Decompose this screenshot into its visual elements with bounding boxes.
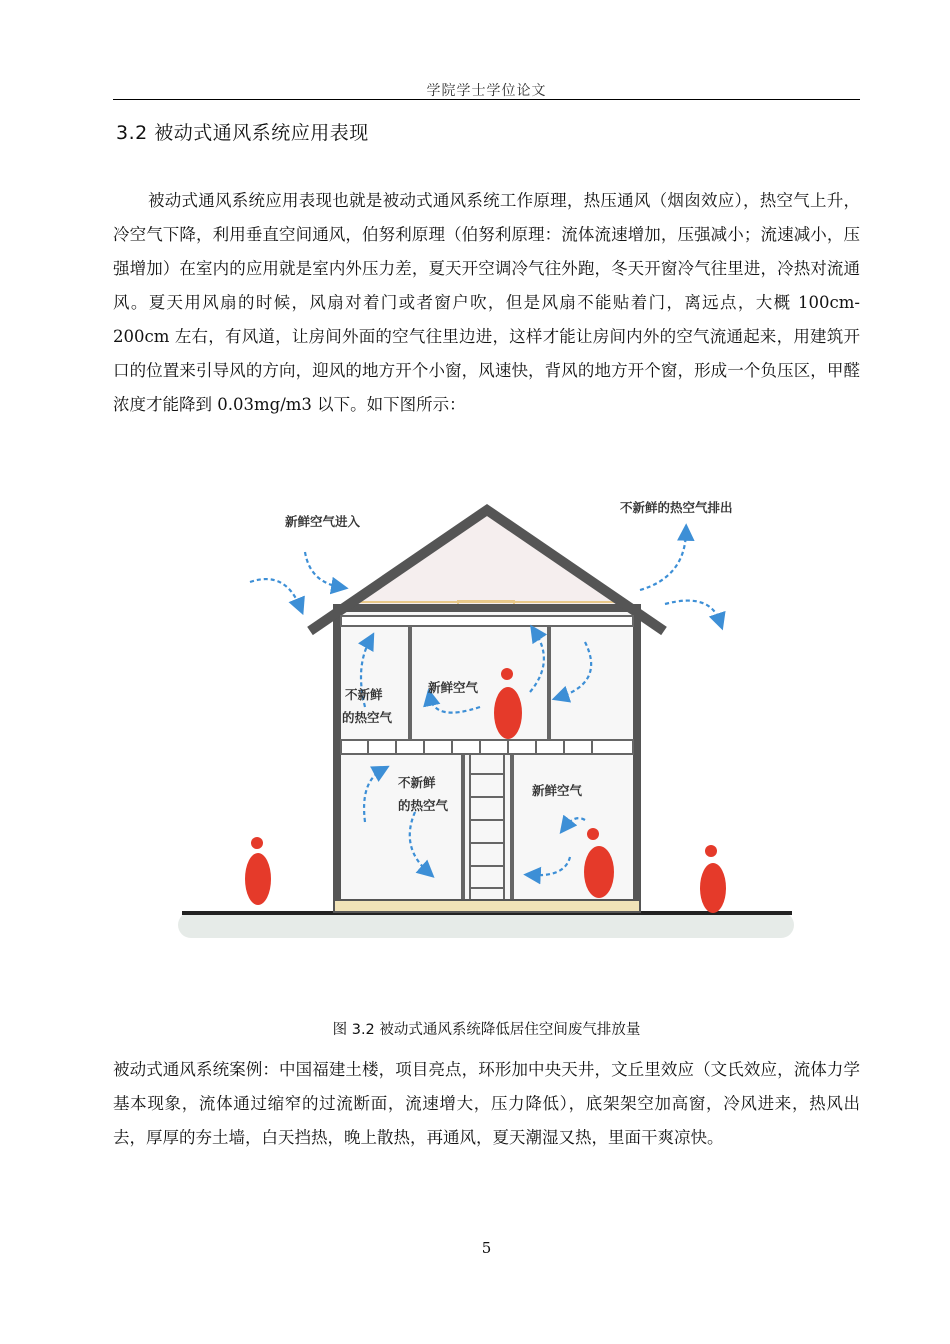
label-upper-left-2: 的热空气 <box>342 710 393 725</box>
arrow-stale-out-2 <box>665 601 720 622</box>
label-fresh-in: 新鲜空气进入 <box>285 514 361 529</box>
mid-floor <box>341 740 633 754</box>
body-paragraph-2: 被动式通风系统案例：中国福建土楼，项目亮点，环形加中央天井，文丘里效应（文氏效应，流体力学基本现象，流体通过缩窄的过流断面，流速增大，压力降低），底架架空加高窗，冷风进来，热风出去，厚厚的夯土墙，白天挡热，晚上散热，再通风，夏天潮湿又热，里面干爽凉快。 <box>113 1060 860 1147</box>
foundation <box>334 900 640 912</box>
label-upper-mid: 新鲜空气 <box>428 680 479 695</box>
label-lower-right: 新鲜空气 <box>532 783 583 798</box>
label-lower-left-2: 的热空气 <box>398 798 449 813</box>
label-upper-left-1: 不新鲜 <box>345 687 383 702</box>
arrow-fresh-in-2 <box>305 552 340 587</box>
header-rule <box>113 99 860 100</box>
attic <box>342 512 632 610</box>
figure-caption: 图 3.2 被动式通风系统降低居住空间废气排放量 <box>332 1022 641 1038</box>
arrow-stale-out-1 <box>640 532 686 590</box>
ceiling <box>341 616 633 626</box>
page-header: 学院学士学位论文 <box>426 83 547 99</box>
body-paragraph-1: 被动式通风系统应用表现也就是被动式通风系统工作原理，热压通风（烟囱效应），热空气上升，冷空气下降，利用垂直空间通风，伯努利原理（伯努利原理：流体流速增加，压强减小；流速减小，压强增加）在室内的应用就是室内外压力差，夏天开空调冷气往外跑，冬天开窗冷气往里进，冷热对流通风。夏天用风扇的时候，风扇对着门或者窗户吹，但是风扇不能贴着门，离远点，大概 100cm-200cm 左右，有风道，让房间外面的空气往里边进，这样才能让房间内外的空气流通起来，用建筑开口的位置来引导风的方向，迎风的地方开个小窗，风速快，背风的地方开个窗，形成一个负压区，甲醛浓度才能降到 0.03mg/m3 以下。如下图所示： <box>113 191 860 414</box>
ground <box>178 912 794 938</box>
person-outside-right <box>700 845 726 913</box>
house-ventilation-diagram <box>160 482 810 952</box>
label-stale-out: 不新鲜的热空气排出 <box>620 500 733 515</box>
arrow-fresh-in-1 <box>250 579 300 607</box>
section-title: 3.2 被动式通风系统应用表现 <box>116 122 369 144</box>
ventilation-figure <box>160 482 810 952</box>
label-lower-left-1: 不新鲜 <box>398 775 436 790</box>
page-number: 5 <box>481 1239 492 1257</box>
person-outside-left <box>245 837 271 905</box>
